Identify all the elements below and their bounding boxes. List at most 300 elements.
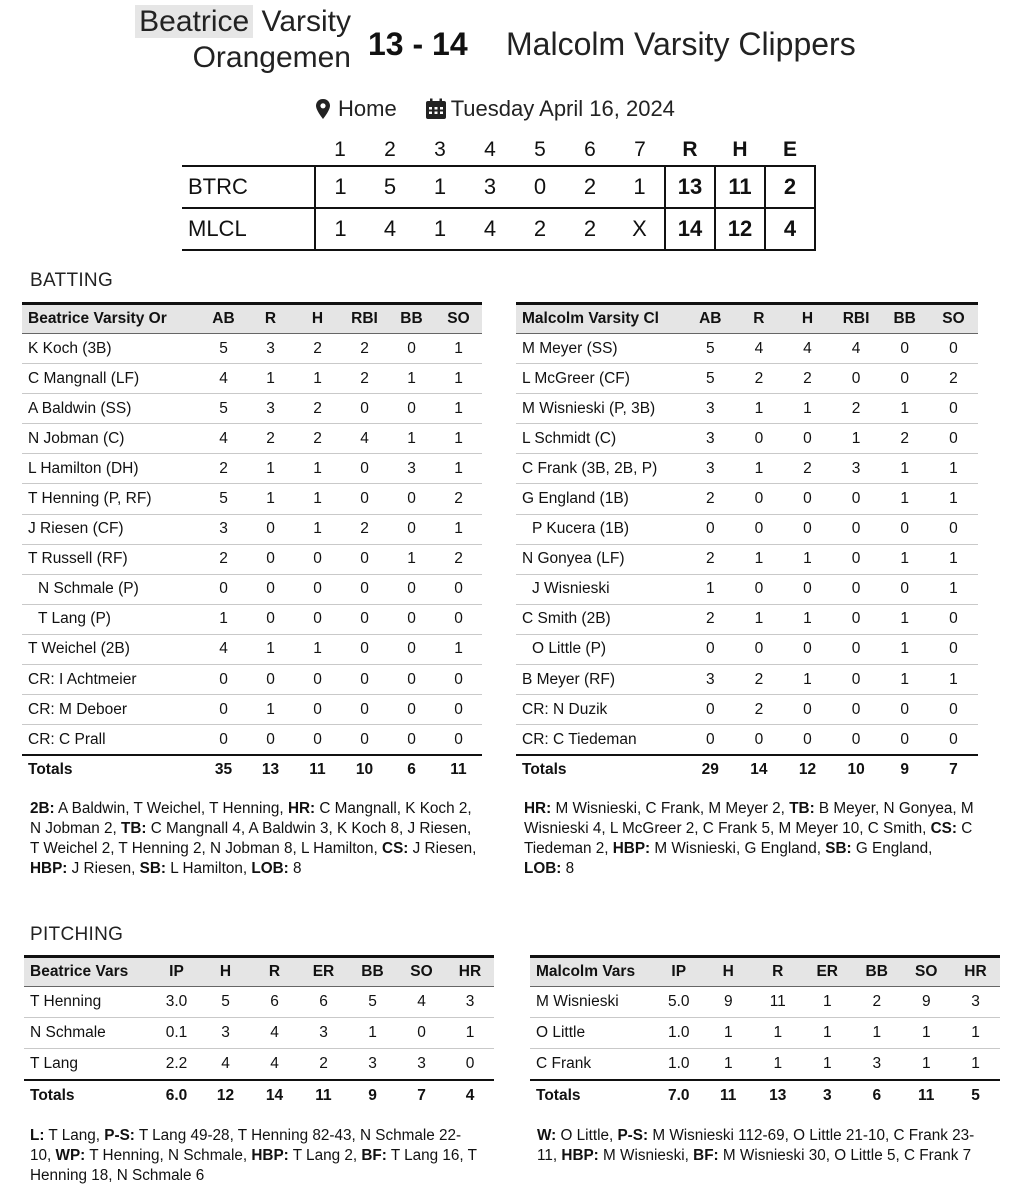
note-text: 8 xyxy=(561,860,575,877)
player-row xyxy=(516,334,978,364)
player-name: CR: I Achtmeier xyxy=(22,665,200,695)
player-name: T Lang xyxy=(24,1049,152,1080)
note-label: LOB: xyxy=(251,860,289,877)
stat-cell: 0 xyxy=(200,695,247,725)
inning-score: 0 xyxy=(515,166,565,208)
note-text: C Mangnall, K Koch 2, N Jobman 2, xyxy=(30,800,472,837)
note-label: 2B: xyxy=(30,800,55,817)
note-label: HBP: xyxy=(30,860,68,877)
stat-cell: 0 xyxy=(200,665,247,695)
player-row xyxy=(530,1018,1000,1049)
total-value: 10 xyxy=(832,755,881,785)
note-text: B Meyer, N Gonyea, M Wisnieski 4, L McGreer 2, C Frank 5, M Meyer 10, C Smith, xyxy=(524,800,974,837)
stat-cell: 4 xyxy=(250,1049,299,1080)
stat-cell: 0 xyxy=(832,484,881,514)
stat-cell: 1 xyxy=(783,394,832,424)
col-header: H xyxy=(783,304,832,334)
inning-header: 6 xyxy=(584,137,596,161)
home-team-word2: Varsity xyxy=(261,5,351,38)
inning-header: 2 xyxy=(384,137,396,161)
player-name: CR: M Deboer xyxy=(22,695,200,725)
stat-cell: 0 xyxy=(832,544,881,574)
stat-cell: 1 xyxy=(388,544,435,574)
player-name: M Wisnieski xyxy=(530,987,654,1018)
note-text: T Henning, N Schmale, xyxy=(85,1147,252,1164)
stat-cell: 0 xyxy=(832,665,881,695)
note-text: M Wisnieski, G England, xyxy=(650,840,826,857)
note-text: T Lang 16, T Henning 18, N Schmale 6 xyxy=(30,1147,477,1184)
stat-cell: 1 xyxy=(294,364,341,394)
stat-cell: 0 xyxy=(341,665,388,695)
player-row xyxy=(22,364,482,394)
stat-cell: 1 xyxy=(435,394,482,424)
stat-cell: 3 xyxy=(200,514,247,544)
stat-cell: 2 xyxy=(247,424,294,454)
player-name: CR: C Tiedeman xyxy=(516,725,686,755)
stat-cell: 0 xyxy=(783,634,832,664)
stat-cell: 4 xyxy=(832,334,881,364)
stat-cell: 0 xyxy=(294,574,341,604)
stat-cell: 0.1 xyxy=(152,1018,201,1049)
stat-cell: 0 xyxy=(735,725,784,755)
player-row xyxy=(24,1049,494,1080)
total-value: 11 xyxy=(294,755,341,785)
stat-cell: 0 xyxy=(247,574,294,604)
stat-cell: 4 xyxy=(201,1049,250,1080)
stat-cell: 2 xyxy=(341,364,388,394)
stat-cell: 2 xyxy=(294,424,341,454)
stat-cell: 1 xyxy=(294,454,341,484)
stat-cell: 0 xyxy=(388,394,435,424)
stat-cell: 4 xyxy=(250,1018,299,1049)
stat-cell: 1 xyxy=(902,1018,952,1049)
inning-header: 3 xyxy=(434,137,446,161)
note-text: 8 xyxy=(288,860,302,877)
stat-cell: 9 xyxy=(704,987,754,1018)
total-value: 12 xyxy=(783,755,832,785)
stat-cell: 0 xyxy=(783,725,832,755)
batting-table-away xyxy=(516,302,978,785)
stat-cell: 0 xyxy=(929,725,978,755)
total-value: 11 xyxy=(299,1080,348,1111)
stat-cell: 5 xyxy=(201,987,250,1018)
stat-cell: 2.2 xyxy=(152,1049,201,1080)
player-name: P Kucera (1B) xyxy=(516,514,686,544)
stat-cell: 0 xyxy=(686,695,735,725)
player-row xyxy=(22,725,482,755)
note-text: T Lang 49-28, T Henning 82-43, N Schmale 22-10, xyxy=(30,1127,462,1164)
note-text: L Hamilton, xyxy=(166,860,252,877)
inning-score: 2 xyxy=(565,166,615,208)
stat-cell: 0 xyxy=(832,364,881,394)
stat-cell: 0 xyxy=(341,634,388,664)
stat-cell: 0 xyxy=(341,604,388,634)
stat-cell: 4 xyxy=(735,334,784,364)
stat-cell: 0 xyxy=(341,454,388,484)
note-label: TB: xyxy=(789,800,815,817)
stat-cell: 1 xyxy=(735,454,784,484)
stat-cell: 0 xyxy=(832,695,881,725)
total-value: 7 xyxy=(929,755,978,785)
stat-cell: 2 xyxy=(294,334,341,364)
player-row xyxy=(530,1049,1000,1080)
stat-cell: 3 xyxy=(388,454,435,484)
col-header: RBI xyxy=(341,304,388,334)
stat-cell: 1.0 xyxy=(654,1018,704,1049)
player-row xyxy=(516,665,978,695)
total-value: 11 xyxy=(902,1080,952,1111)
player-row xyxy=(516,364,978,394)
stat-cell: 1 xyxy=(783,665,832,695)
stat-cell: 0 xyxy=(341,725,388,755)
stat-cell: 1 xyxy=(929,454,978,484)
stat-cell: 1 xyxy=(803,1049,853,1080)
total-value: 9 xyxy=(880,755,929,785)
stat-cell: 1 xyxy=(880,454,929,484)
player-name: O Little (P) xyxy=(516,634,686,664)
pitching-table-away xyxy=(530,955,1000,1111)
stat-cell: 3 xyxy=(446,987,494,1018)
player-row xyxy=(22,634,482,664)
stat-cell: 1 xyxy=(247,695,294,725)
pitching-table-home xyxy=(24,955,494,1111)
total-value: 7 xyxy=(397,1080,446,1111)
col-header: H xyxy=(201,957,250,987)
note-label: BF: xyxy=(361,1147,387,1164)
stat-cell: 4 xyxy=(397,987,446,1018)
line-score-row-home xyxy=(182,166,815,208)
player-name: G England (1B) xyxy=(516,484,686,514)
stat-cell: 2 xyxy=(686,604,735,634)
errors-total: 2 xyxy=(765,166,815,208)
errors-header: E xyxy=(782,137,797,161)
stat-cell: 1 xyxy=(735,544,784,574)
runs-total: 13 xyxy=(665,166,715,208)
stat-cell: 0 xyxy=(880,695,929,725)
total-value: 6.0 xyxy=(152,1080,201,1111)
batting-notes-away xyxy=(524,799,974,879)
stat-cell: 0 xyxy=(388,484,435,514)
runs-total: 14 xyxy=(665,208,715,250)
stat-cell: 2 xyxy=(686,484,735,514)
player-name: C Frank (3B, 2B, P) xyxy=(516,454,686,484)
player-row xyxy=(22,695,482,725)
stat-cell: 0 xyxy=(832,574,881,604)
stat-cell: 1 xyxy=(880,665,929,695)
line-score-row-away xyxy=(182,208,815,250)
stat-cell: 1 xyxy=(200,604,247,634)
stat-cell: 5 xyxy=(686,364,735,394)
stat-cell: 1 xyxy=(435,334,482,364)
stat-cell: 4 xyxy=(341,424,388,454)
stat-cell: 0 xyxy=(783,574,832,604)
stat-cell: 0 xyxy=(686,514,735,544)
batting-team-header: Malcolm Varsity Cl xyxy=(516,304,686,334)
note-text: T Lang, xyxy=(44,1127,105,1144)
player-name: C Frank xyxy=(530,1049,654,1080)
batting-table-home xyxy=(22,302,482,785)
home-team-word1: Beatrice xyxy=(135,5,253,38)
stat-cell: 0 xyxy=(200,574,247,604)
stat-cell: 0 xyxy=(686,725,735,755)
player-row xyxy=(22,394,482,424)
stat-cell: 1 xyxy=(704,1018,754,1049)
total-value: 13 xyxy=(247,755,294,785)
col-header: R xyxy=(735,304,784,334)
note-text: J Riesen, xyxy=(67,860,140,877)
note-label: SB: xyxy=(139,860,167,877)
player-row xyxy=(22,574,482,604)
team-abbr: MLCL xyxy=(182,208,315,250)
player-name: N Jobman (C) xyxy=(22,424,200,454)
stat-cell: 1 xyxy=(294,484,341,514)
stat-cell: 0 xyxy=(735,634,784,664)
player-row xyxy=(516,424,978,454)
player-name: C Smith (2B) xyxy=(516,604,686,634)
stat-cell: 1 xyxy=(247,484,294,514)
stat-cell: 0 xyxy=(341,695,388,725)
stat-cell: 0 xyxy=(247,665,294,695)
col-header: IP xyxy=(654,957,704,987)
player-name: L McGreer (CF) xyxy=(516,364,686,394)
stat-cell: 0 xyxy=(435,665,482,695)
note-label: W: xyxy=(537,1127,557,1144)
stat-cell: 1 xyxy=(247,454,294,484)
inning-score: 1 xyxy=(415,166,465,208)
stat-cell: 4 xyxy=(200,634,247,664)
stat-cell: 2 xyxy=(832,394,881,424)
stat-cell: 0 xyxy=(388,574,435,604)
player-row xyxy=(22,454,482,484)
player-row xyxy=(22,544,482,574)
stat-cell: 5 xyxy=(200,394,247,424)
inning-score: 4 xyxy=(465,208,515,250)
pitching-team-header: Beatrice Vars xyxy=(24,957,152,987)
inning-score: 1 xyxy=(315,166,365,208)
stat-cell: 0 xyxy=(388,665,435,695)
stat-cell: 0 xyxy=(435,604,482,634)
total-value: 9 xyxy=(348,1080,397,1111)
pitching-notes-home xyxy=(30,1126,480,1186)
batting-section-title: BATTING xyxy=(30,270,114,291)
note-text: M Wisnieski 30, O Little 5, C Frank 7 xyxy=(718,1147,972,1164)
note-label: TB: xyxy=(120,820,147,837)
away-team-name: Malcolm Varsity Clippers xyxy=(506,26,856,62)
stat-cell: 3 xyxy=(686,424,735,454)
stat-cell: 0 xyxy=(446,1049,494,1080)
inning-score: 1 xyxy=(315,208,365,250)
col-header: AB xyxy=(200,304,247,334)
stat-cell: 5 xyxy=(348,987,397,1018)
note-label: HBP: xyxy=(612,840,651,857)
note-text: C Mangnall 4, A Baldwin 3, K Koch 8, J Riesen, T Weichel 2, T Henning 2, N Jobman 8, L Hamilton, xyxy=(30,820,472,857)
player-row xyxy=(22,604,482,634)
stat-cell: 0 xyxy=(200,725,247,755)
line-score-table xyxy=(182,134,816,251)
player-row xyxy=(516,695,978,725)
stat-cell: 1 xyxy=(852,1018,902,1049)
player-name: J Wisnieski xyxy=(516,574,686,604)
stat-cell: 0 xyxy=(388,514,435,544)
player-name: T Lang (P) xyxy=(22,604,200,634)
player-name: N Schmale xyxy=(24,1018,152,1049)
calendar-icon xyxy=(425,97,447,121)
stat-cell: 0 xyxy=(294,604,341,634)
stat-cell: 1 xyxy=(435,424,482,454)
stat-cell: 0 xyxy=(247,725,294,755)
stat-cell: 1 xyxy=(704,1049,754,1080)
player-row xyxy=(24,987,494,1018)
stat-cell: 2 xyxy=(435,544,482,574)
col-header: RBI xyxy=(832,304,881,334)
stat-cell: 0 xyxy=(832,514,881,544)
note-label: HR: xyxy=(524,800,552,817)
stat-cell: 0 xyxy=(929,695,978,725)
note-label: P-S: xyxy=(104,1127,135,1144)
note-text: O Little, xyxy=(556,1127,618,1144)
stat-cell: 1 xyxy=(929,544,978,574)
game-location: Home xyxy=(338,96,397,121)
stat-cell: 1 xyxy=(803,987,853,1018)
note-text: A Baldwin, T Weichel, T Henning, xyxy=(54,800,288,817)
total-value: 11 xyxy=(435,755,482,785)
stat-cell: 0 xyxy=(832,634,881,664)
hits-header: H xyxy=(732,137,748,161)
stat-cell: 0 xyxy=(388,695,435,725)
batting-team-header: Beatrice Varsity Or xyxy=(22,304,200,334)
stat-cell: 1.0 xyxy=(654,1049,704,1080)
stat-cell: 1 xyxy=(446,1018,494,1049)
stat-cell: 1 xyxy=(435,634,482,664)
inning-header: 4 xyxy=(484,137,496,161)
stat-cell: 3 xyxy=(201,1018,250,1049)
stat-cell: 1 xyxy=(783,604,832,634)
stat-cell: 0 xyxy=(247,544,294,574)
runs-header: R xyxy=(682,137,698,161)
stat-cell: 0 xyxy=(929,604,978,634)
player-name: M Wisnieski (P, 3B) xyxy=(516,394,686,424)
player-row xyxy=(22,424,482,454)
inning-header: 1 xyxy=(334,137,346,161)
stat-cell: 0 xyxy=(880,574,929,604)
note-text: M Wisnieski 112-69, O Little 21-10, C Frank 23-11, xyxy=(537,1127,975,1164)
home-team-line2: Orangemen xyxy=(192,41,351,74)
note-label: CS: xyxy=(382,840,409,857)
col-header: ER xyxy=(299,957,348,987)
totals-label: Totals xyxy=(530,1080,654,1111)
stat-cell: 1 xyxy=(783,544,832,574)
stat-cell: 2 xyxy=(341,334,388,364)
total-value: 6 xyxy=(388,755,435,785)
player-row xyxy=(22,514,482,544)
stat-cell: 1 xyxy=(753,1018,803,1049)
stat-cell: 0 xyxy=(435,725,482,755)
total-value: 12 xyxy=(201,1080,250,1111)
player-row xyxy=(516,484,978,514)
note-label: WP: xyxy=(55,1147,86,1164)
stat-cell: 0 xyxy=(880,334,929,364)
stat-cell: 1 xyxy=(388,424,435,454)
stat-cell: 1 xyxy=(929,574,978,604)
note-text: T Lang 2, xyxy=(288,1147,362,1164)
stat-cell: 0 xyxy=(735,514,784,544)
stat-cell: 6 xyxy=(299,987,348,1018)
note-text: C Tiedeman 2, xyxy=(524,820,973,857)
inning-header: 7 xyxy=(634,137,646,161)
stat-cell: 0 xyxy=(294,544,341,574)
pitching-notes-away xyxy=(537,1126,987,1166)
stat-cell: 1 xyxy=(902,1049,952,1080)
stat-cell: 4 xyxy=(200,364,247,394)
stat-cell: 2 xyxy=(200,544,247,574)
stat-cell: 0 xyxy=(686,634,735,664)
stat-cell: 1 xyxy=(880,544,929,574)
stat-cell: 1 xyxy=(348,1018,397,1049)
stat-cell: 1 xyxy=(951,1018,1000,1049)
stat-cell: 0 xyxy=(929,424,978,454)
player-name: N Gonyea (LF) xyxy=(516,544,686,574)
stat-cell: 2 xyxy=(686,544,735,574)
stat-cell: 1 xyxy=(880,604,929,634)
stat-cell: 6 xyxy=(250,987,299,1018)
stat-cell: 3 xyxy=(686,665,735,695)
totals-label: Totals xyxy=(22,755,200,785)
stat-cell: 0 xyxy=(735,424,784,454)
stat-cell: 0 xyxy=(783,514,832,544)
col-header: AB xyxy=(686,304,735,334)
stat-cell: 0 xyxy=(247,604,294,634)
total-value: 6 xyxy=(852,1080,902,1111)
note-label: BF: xyxy=(693,1147,719,1164)
col-header: ER xyxy=(803,957,853,987)
stat-cell: 2 xyxy=(783,454,832,484)
player-name: C Mangnall (LF) xyxy=(22,364,200,394)
col-header: BB xyxy=(852,957,902,987)
stat-cell: 2 xyxy=(735,695,784,725)
stat-cell: 0 xyxy=(294,695,341,725)
stat-cell: 0 xyxy=(929,634,978,664)
stat-cell: 0 xyxy=(247,514,294,544)
total-value: 5 xyxy=(951,1080,1000,1111)
inning-score: X xyxy=(615,208,665,250)
stat-cell: 11 xyxy=(753,987,803,1018)
player-row xyxy=(22,665,482,695)
inning-header: 5 xyxy=(534,137,546,161)
note-label: CS: xyxy=(930,820,957,837)
stat-cell: 3 xyxy=(397,1049,446,1080)
stat-cell: 1 xyxy=(880,394,929,424)
inning-score: 2 xyxy=(565,208,615,250)
total-value: 7.0 xyxy=(654,1080,704,1111)
stat-cell: 0 xyxy=(341,484,388,514)
note-label: HBP: xyxy=(251,1147,289,1164)
stat-cell: 4 xyxy=(783,334,832,364)
stat-cell: 3 xyxy=(686,394,735,424)
col-header: SO xyxy=(929,304,978,334)
stat-cell: 1 xyxy=(247,364,294,394)
player-row xyxy=(22,484,482,514)
stat-cell: 1 xyxy=(686,574,735,604)
total-value: 29 xyxy=(686,755,735,785)
stat-cell: 0 xyxy=(783,484,832,514)
stat-cell: 2 xyxy=(341,514,388,544)
inning-score: 1 xyxy=(415,208,465,250)
player-name: N Schmale (P) xyxy=(22,574,200,604)
col-header: IP xyxy=(152,957,201,987)
player-name: L Hamilton (DH) xyxy=(22,454,200,484)
note-label: LOB: xyxy=(524,860,562,877)
player-name: CR: N Duzik xyxy=(516,695,686,725)
